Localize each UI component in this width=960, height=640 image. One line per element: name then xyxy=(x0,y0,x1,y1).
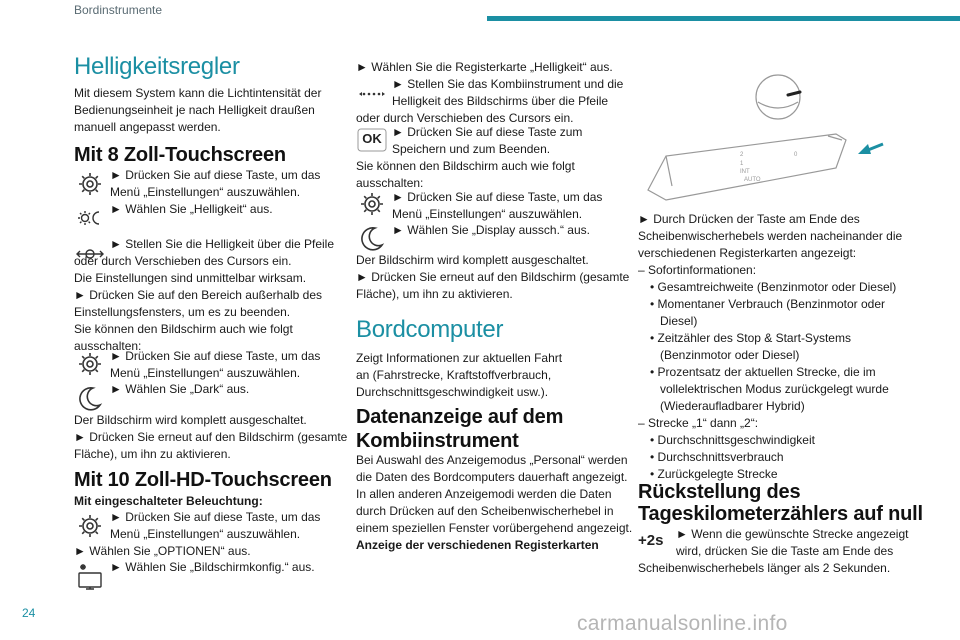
wiper-stalk-illustration xyxy=(638,62,898,202)
body-text: durch Drücken auf den Scheibenwischerhebel in xyxy=(356,504,614,518)
brightness-icon xyxy=(74,202,106,234)
moon-icon xyxy=(356,222,388,254)
list-item: • Gesamtreichweite (Benzinmotor oder Diesel) xyxy=(650,280,897,294)
intro-line: Bedienungseinheit je nach Helligkeit draußen xyxy=(74,103,315,117)
section-title-bordcomputer: Bordcomputer xyxy=(356,316,504,343)
subheading: Anzeige der verschiedenen Registerkarten xyxy=(356,538,599,552)
subheading: Mit eingeschalteter Beleuchtung: xyxy=(74,494,263,508)
arrows-dots-icon xyxy=(356,77,388,109)
step-text: ► Drücken Sie auf diese Taste, um das xyxy=(392,190,603,204)
list-item: • Zeitzähler des Stop & Start-Systems xyxy=(650,331,851,345)
stalk-mark-int: INT xyxy=(740,169,750,175)
section-title-helligkeitsregler: Helligkeitsregler xyxy=(74,53,240,80)
step-text: ► Wählen Sie „Display aussch.“ aus. xyxy=(392,223,590,237)
list-item: Diesel) xyxy=(660,314,698,328)
heading-10-zoll: Mit 10 Zoll-HD-Touchscreen xyxy=(74,469,332,491)
step-text: ► Wählen Sie die Registerkarte „Helligkeit“ aus. xyxy=(356,60,613,74)
plus-2s-icon xyxy=(638,526,670,558)
list-item: • Momentaner Verbrauch (Benzinmotor oder xyxy=(650,297,885,311)
step-text: Helligkeit des Bildschirms über die Pfeile xyxy=(392,94,609,108)
heading-rueckstellung: Tageskilometerzählers auf null xyxy=(638,503,923,525)
step-text: Menü „Einstellungen“ auszuwählen. xyxy=(110,527,301,541)
body-text: Der Bildschirm wird komplett ausgeschaltet. xyxy=(356,253,589,267)
ok-button-icon xyxy=(356,124,388,156)
body-text: Der Bildschirm wird komplett ausgeschaltet. xyxy=(74,413,307,427)
step-text: Menü „Einstellungen“ auszuwählen. xyxy=(110,366,301,380)
step-text: Scheibenwischerhebels länger als 2 Sekunden. xyxy=(638,561,891,575)
list-item: vollelektrischen Modus zurückgelegt wurde xyxy=(660,382,889,396)
body-text: ► Drücken Sie erneut auf den Bildschirm (gesamte xyxy=(74,430,348,444)
body-text: ► Drücken Sie auf den Bereich außerhalb des xyxy=(74,288,323,302)
body-text: In allen anderen Anzeigemodi werden die Daten xyxy=(356,487,612,501)
list-item: (Benzinmotor oder Diesel) xyxy=(660,348,800,362)
step-text: Menü „Einstellungen“ auszuwählen. xyxy=(110,185,301,199)
step-text: ► Drücken Sie auf diese Taste, um das xyxy=(110,168,321,182)
list-item: • Durchschnittsverbrauch xyxy=(650,450,784,464)
stalk-drawing xyxy=(638,62,898,202)
settings-gear-icon xyxy=(74,168,106,200)
body-text: Fläche), um ihn zu aktivieren. xyxy=(356,287,513,301)
body-text: Bei Auswahl des Anzeigemodus „Personal“ werden xyxy=(356,453,628,467)
screen-config-icon xyxy=(74,560,106,592)
running-header: Bordinstrumente xyxy=(74,3,163,17)
step-text: ► Stellen Sie die Helligkeit über die Pfeile xyxy=(110,237,334,251)
heading-datenanzeige: Datenanzeige auf dem xyxy=(356,406,564,428)
intro-line: Mit diesem System kann die Lichtintensität der xyxy=(74,86,322,100)
list-item: • Zurückgelegte Strecke xyxy=(650,467,778,481)
body-text: Durchschnittsgeschwindigkeit usw.). xyxy=(356,385,549,399)
settings-gear-icon xyxy=(74,510,106,542)
page-number: 24 xyxy=(22,606,36,620)
step-text: ► Durch Drücken der Taste am Ende des xyxy=(638,212,860,226)
list-item: – Sofortinformationen: xyxy=(638,263,757,277)
heading-rueckstellung: Rückstellung des xyxy=(638,481,801,503)
moon-icon xyxy=(74,382,106,414)
step-text: ► Stellen Sie das Kombiinstrument und die xyxy=(392,77,624,91)
heading-8-zoll: Mit 8 Zoll-Touchscreen xyxy=(74,144,286,166)
list-item: • Durchschnittsgeschwindigkeit xyxy=(650,433,815,447)
body-text: Die Einstellungen sind unmittelbar wirksam. xyxy=(74,271,307,285)
step-text: Menü „Einstellungen“ auszuwählen. xyxy=(392,207,583,221)
step-text: ► Drücken Sie auf diese Taste, um das xyxy=(110,510,321,524)
step-text: ► Wählen Sie „Helligkeit“ aus. xyxy=(110,202,273,216)
step-text: verschiedenen Registerkarten angezeigt: xyxy=(638,246,857,260)
step-text: ► Wenn die gewünschte Strecke angezeigt xyxy=(676,527,909,541)
body-text: einem speziellen Fenster vorübergehend angezeigt. xyxy=(356,521,633,535)
settings-gear-icon xyxy=(356,188,388,220)
stalk-mark-1: 1 xyxy=(740,161,744,167)
body-text: ausschalten: xyxy=(356,176,424,190)
step-text: Speichern und zum Beenden. xyxy=(392,142,551,156)
body-text: die Daten des Bordcomputers dauerhaft angezeigt. xyxy=(356,470,628,484)
step-text: Scheibenwischerhebels werden nacheinander die xyxy=(638,229,903,243)
body-text: Fläche), um ihn zu aktivieren. xyxy=(74,447,231,461)
list-item: – Strecke „1“ dann „2“: xyxy=(638,416,759,430)
body-text: Zeigt Informationen zur aktuellen Fahrt xyxy=(356,351,563,365)
body-text: Einstellungsfensters, um es zu beenden. xyxy=(74,305,291,319)
step-text: ► Drücken Sie auf diese Taste zum xyxy=(392,125,583,139)
plus-2s-label: +2s xyxy=(638,532,664,549)
watermark: carmanualsonline.info xyxy=(577,612,788,635)
heading-datenanzeige: Kombiinstrument xyxy=(356,430,519,452)
step-text: wird, drücken Sie die Taste am Ende des xyxy=(676,544,894,558)
step-text: ► Wählen Sie „Bildschirmkonfig.“ aus. xyxy=(110,560,315,574)
stalk-mark-2: 2 xyxy=(740,152,744,158)
body-text: Sie können den Bildschirm auch wie folgt xyxy=(356,159,575,173)
stalk-mark-0: 0 xyxy=(794,152,798,158)
step-text: ► Wählen Sie „Dark“ aus. xyxy=(110,382,250,396)
body-text: an (Fahrstrecke, Kraftstoffverbrauch, xyxy=(356,368,552,382)
step-text: ► Drücken Sie auf diese Taste, um das xyxy=(110,349,321,363)
body-text: ► Drücken Sie erneut auf den Bildschirm (gesamte xyxy=(356,270,630,284)
settings-gear-icon xyxy=(74,348,106,380)
step-text: oder durch Verschieben des Cursors ein. xyxy=(74,254,292,268)
intro-line: manuell angepasst werden. xyxy=(74,120,221,134)
stalk-mark-auto: AUTO xyxy=(744,177,761,183)
ok-label: OK xyxy=(362,131,382,146)
list-item: (Wiederaufladbarer Hybrid) xyxy=(660,399,805,413)
body-text: ausschalten: xyxy=(74,339,142,353)
header-accent-bar xyxy=(487,16,960,21)
list-item: • Prozentsatz der aktuellen Strecke, die im xyxy=(650,365,876,379)
step-text: oder durch Verschieben des Cursors ein. xyxy=(356,111,574,125)
step-text: ► Wählen Sie „OPTIONEN“ aus. xyxy=(74,544,251,558)
body-text: Sie können den Bildschirm auch wie folgt xyxy=(74,322,293,336)
